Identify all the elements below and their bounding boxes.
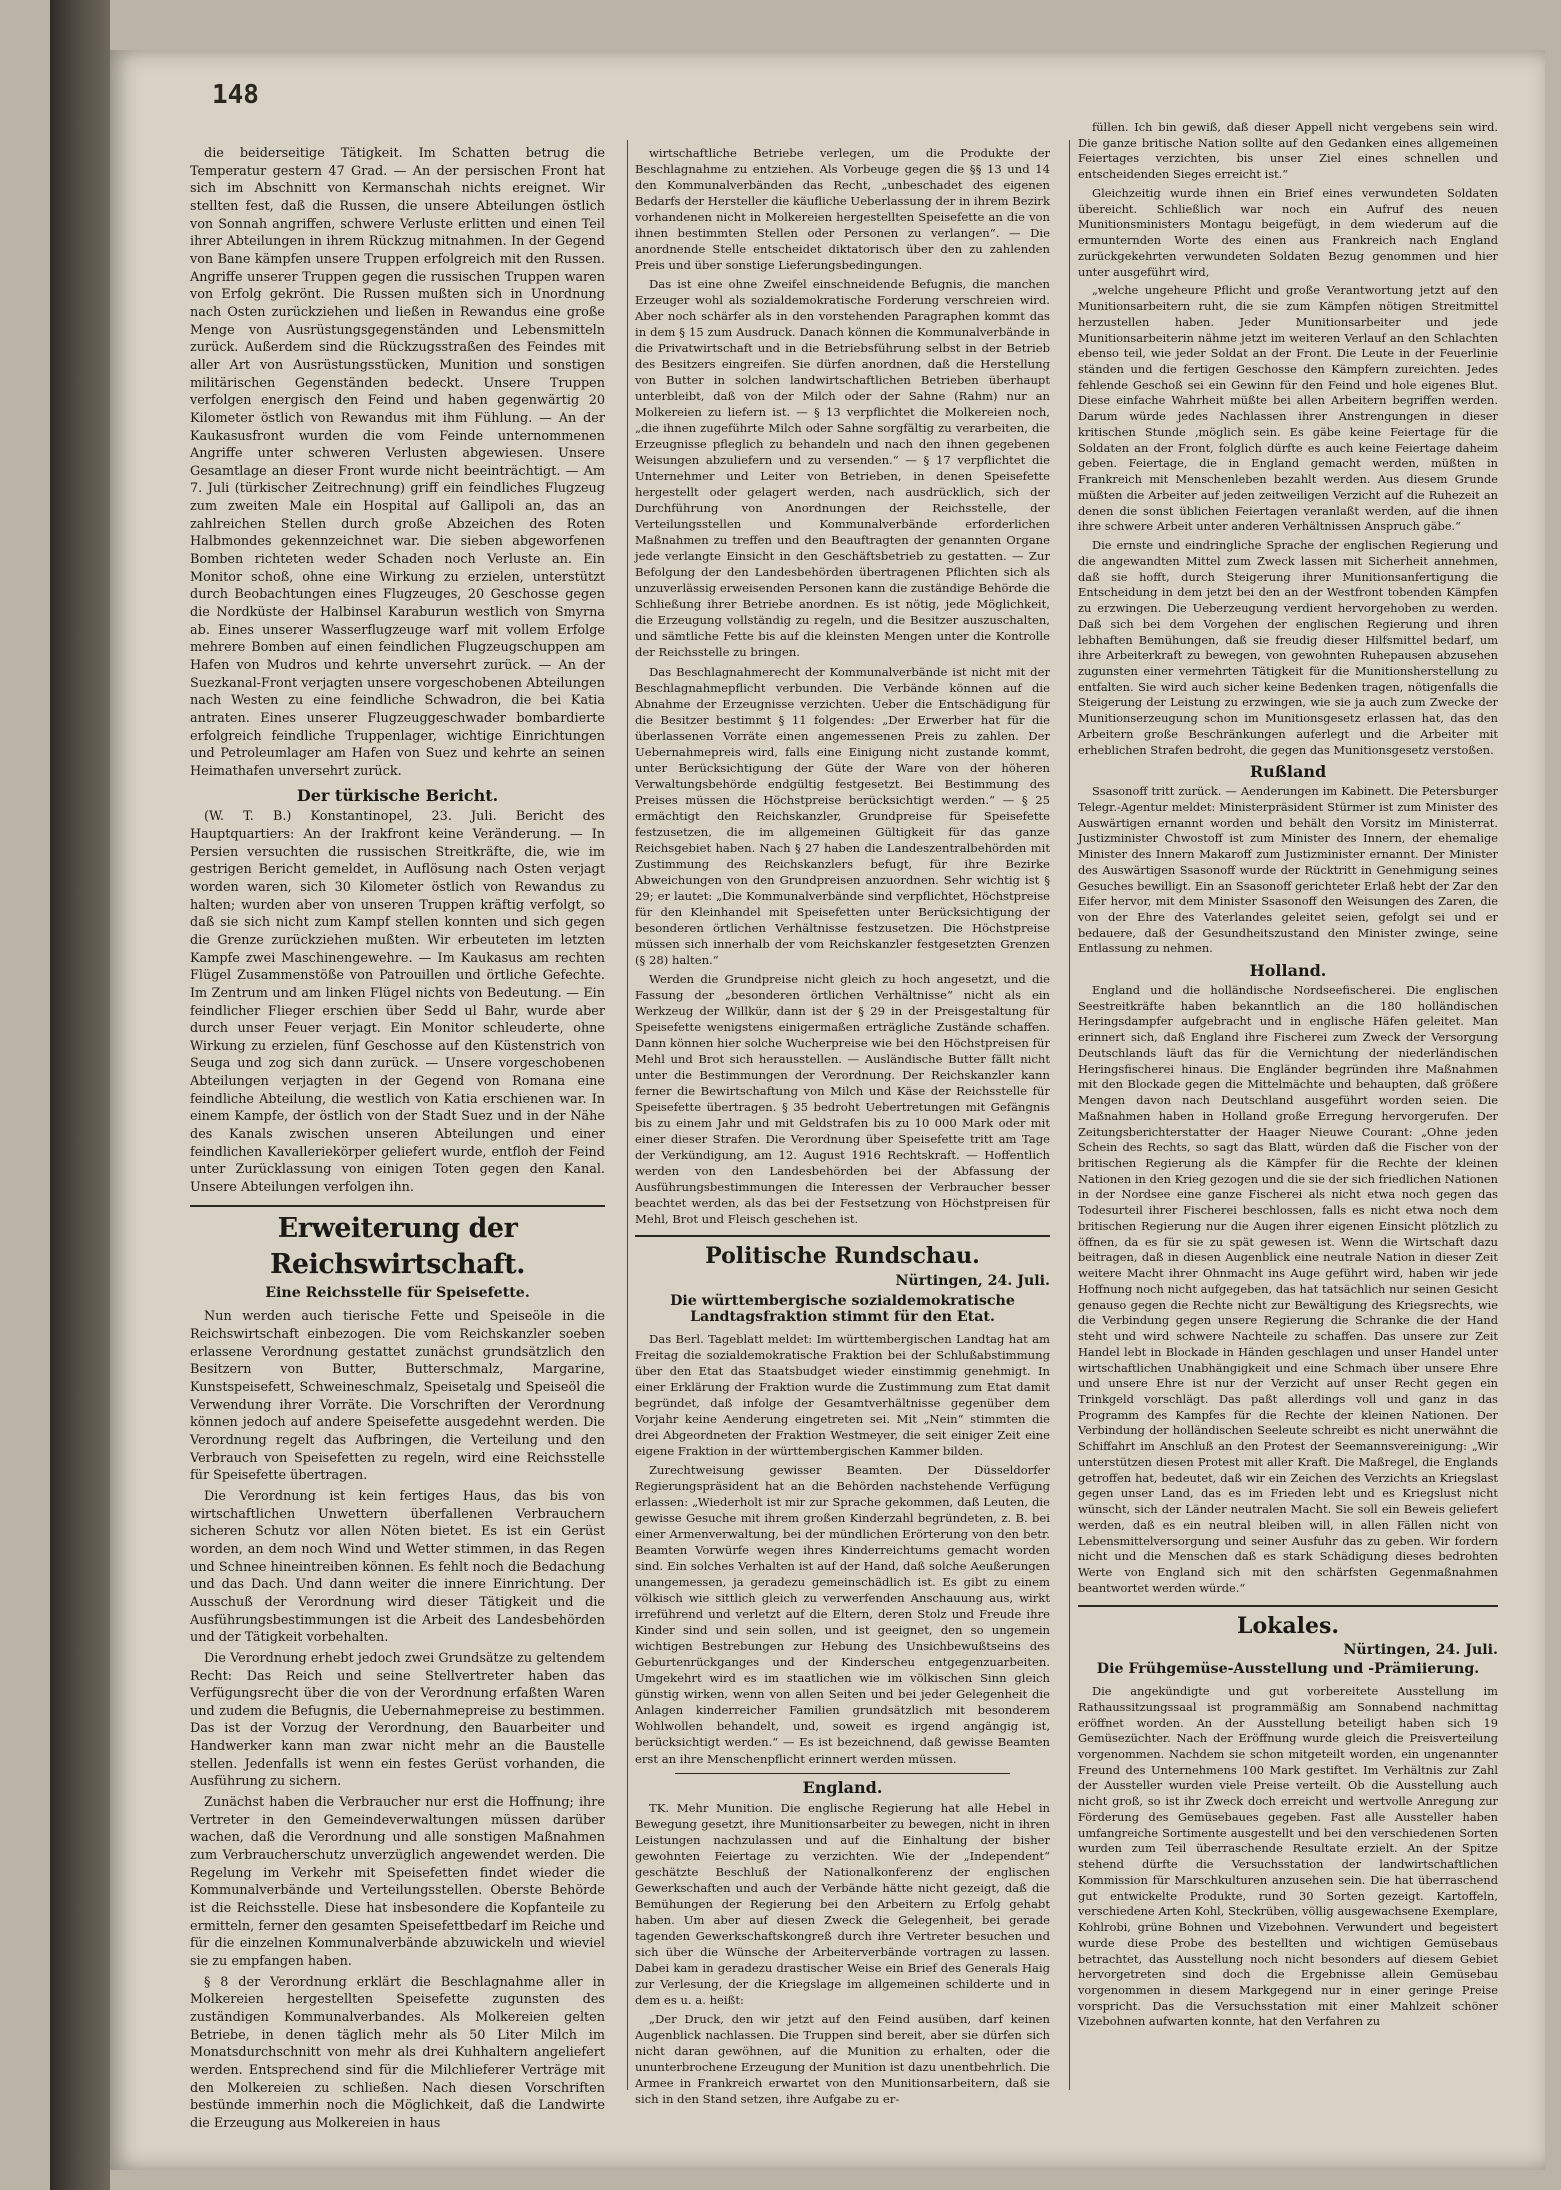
section-heading: England. bbox=[802, 1777, 883, 1797]
paragraph: Die ernste und eindringliche Sprache der englischen Regierung und die angewandten Mittel zum Zweck lassen mit Sicherheit annehmen, daß sie hofft, durch Steigerung ihrer Munitionsanfertigung die Entscheidung in dem jetzt bei den an der Westfront tobenden Kämpfen zu erzwingen. Die Ueberzeugung verdient hervorgehoben zu werden. Daß sich bei dem Vorgehen der englischen Regierung und ihren lebhaften Bemühungen, daß sie freudig dieser Hilfsmittel bedarf, um ihre Arbeiterkraft zu bewegen, von gewohnten Ruhepausen abzusehen zugunsten einer vermehrten Tätigkeit für die Munitionsherstellung zu entfalten. Sie wird auch sicher keine Bedenken tragen, nötigenfalls die Steigerung der Leistung zu erzwingen, wie sie ja auch zum Zwecke der Munitionserzeugung schon im Munitionsgesetz erlassen hat, das den Arbeitern große Beschränkungen auferlegt und die Arbeiter mit erheblichen Strafen bedroht, die gegen das Munitionsgesetz verstoßen. bbox=[1078, 538, 1498, 757]
paragraph: füllen. Ich bin gewiß, daß dieser Appell nicht vergebens sein wird. Die ganze britische Nation sollte auf den Gedanken eines allgemeinen Feiertages verzichten, bis unser Ziel eines schnellen und entscheidenden Sieges erreicht ist.“ bbox=[1078, 120, 1498, 182]
article-subtitle: Die württembergische sozialdemokratische Landtagsfraktion stimmt für den Etat. bbox=[670, 1293, 1015, 1326]
paragraph: Das ist eine ohne Zweifel einschneidende Befugnis, die manchen Erzeuger wohl als sozialdemokratische Forderung verschreien wird. Aber noch schärfer als in den vorstehenden Paragraphen kommt das in dem § 15 zum Ausdruck. Danach können die Kommunalverbände in die Privatwirtschaft und in die Betriebsführung selbst in der Betrieb des Besitzers eingreifen. Sie dürfen anordnen, daß die Herstellung von Butter in solchen landwirtschaftlichen Betrieben überhaupt unterbleibt, daß von der Milch oder der Sahne (Rahm) nur an Molkereien zu liefern ist. — § 13 verpflichtet die Molkereien noch, „die ihnen zugeführte Milch oder Sahne sorgfältig zu verarbeiten, die Erzeugnisse pfleglich zu behandeln und nach den ihnen gegebenen Weisungen abzuliefern und zu versenden.“ — § 17 verpflichtet die Unternehmer und Leiter von Betrieben, in denen Speisefette hergestellt oder gelagert werden, nach ausdrücklich, sich der Durchführung von Anordnungen der Reichsstelle, der Verteilungsstellen und Kommunalverbände erforderlichen Maßnahmen zu treffen und den Beauftragten der genannten Organe jede verlangte Einsicht in den Geschäftsbetrieb zu gestatten. — Zur Befolgung der den Landesbehörden übertragenen Pflichten sich als unzuverlässig erweisenden Personen kann die zuständige Behörde die Schließung ihrer Betriebe anordnen. Es ist nötig, jede Möglichkeit, die Erzeugung vollständig zu regeln, und die Besitzer auszuschalten, und sämtliche Fette bis auf die kleinsten Mengen unter die Kontrolle der Reichsstelle zu bringen. bbox=[635, 277, 1050, 660]
paragraph: „Der Druck, den wir jetzt auf den Feind ausüben, darf keinen Augenblick nachlassen. Die Truppen sind bereit, aber sie dürfen sich nicht daran gewöhnen, auf die Munition zu erhalten, oder die ununterbrochene Erzeugung der Munition ist dazu unentbehrlich. Die Armee in Frankreich erwartet von den Munitionsarbeitern, daß sie sich in den Stand setzen, ihre Aufgabe zu er- bbox=[635, 2011, 1050, 2106]
article-subtitle: Eine Reichsstelle für Speisefette. bbox=[265, 1284, 530, 1301]
section-heading: Holland. bbox=[1249, 961, 1327, 981]
paragraph: Gleichzeitig wurde ihnen ein Brief eines verwundeten Soldaten übereicht. Schließlich war noch ein Aufruf des neuen Munitionsministers Montagu beigefügt, in dem wiederum auf die ermunternden Worte des einen aus Frankreich nach England zurückgekehrten verwundeten Soldaten Bezug genommen und hier unter ausgeführt wird, bbox=[1078, 185, 1498, 279]
paragraph: Die angekündigte und gut vorbereitete Ausstellung im Rathaussitzungssaal ist programmäßig am Sonnabend nachmittag eröffnet worden. An der Ausstellung beteiligt haben sich 19 Gemüsezüchter. Nach der Eröffnung wurde gleich die Preisverteilung vorgenommen. Nachdem sie schon mitgeteilt worden, ein ungenannter Freund des Unternehmens 100 Mark gestiftet. Im Verhältnis zur Zahl der Aussteller wurden viele Preise verteilt. Ob die Ausstellung auch nicht groß, so ist ihr Zweck doch erreicht und wertvolle Anregung zur Förderung des Gemüsebaues gegeben. Fast alle Aussteller haben umfangreiche Sortimente ausgestellt und bei den verschiedenen Sorten wurden zum Teil überraschende Resultate erzielt. An der Spitze stehend dürfte die Versuchsstation der landwirtschaftlichen Kommission für Marschkulturen anzusehen sein. Die hat überraschend gut entwickelte Produkte, rund 30 Sorten gezeigt. Kartoffeln, verschiedene Arten Kohl, Steckrüben, völlig ausgewachsene Exemplare, Kohlrobi, grüne Bohnen und Vizebohnen. Verwundert und begeistert wurde diese Probe des bestellten und wichtigen Gemüsebaus betrachtet, das Ausstellung noch nicht besonders auf diesem Gebiet hervorgetreten sind doch die Ergebnisse allein Gemüsebau vorgenommen in diesem Markgegend nur in einer geringe Preise vorspricht. Das die Versuchsstation mit einer Mahlzeit schöner Vizebohnen aufwarten konnte, hat den Verfahren zu bbox=[1078, 1684, 1498, 2029]
paragraph: Zurechtweisung gewisser Beamten. Der Düsseldorfer Regierungspräsident hat an die Behörden nachstehende Verfügung erlassen: „Wiederholt ist mir zur Sprache gekommen, daß Leuten, die gewisse Gesuche mit ihrem großen Kinderzahl begründeten, z. B. bei einer Armenverwaltung, bei der mündlichen Erörterung von den betr. Beamten Vorwürfe wegen ihres Kinderreichtums gemacht worden sind. Ein solches Verhalten ist auf der Hand, daß solche Aeußerungen unangemessen, ja geradezu gemeinschädlich ist. Es gibt zu einem völkisch wie sittlich gleich zu verwerfenden Anschauung aus, wirkt irreführend und verletzt auf die Eltern, deren Stolz und Freude ihre Kinder sind und sein sollen, und ist geeignet, den so ungemein wichtigen Bestrebungen zur Hebung des Unsichbewußtseins des Geburtenrückganges und der Kinderscheu entgegenzuarbeiten. Umgekehrt wird es im staatlichen wie im völkischen Sinn gleich günstig wirken, wenn von allen Seiten und bei jeder Gelegenheit die Anlagen kinderreicher Familien grundsätzlich mit besonderem Wohlwollen behandelt, und, soweit es irgend angängig ist, berücksichtigt werden.“ — Es ist bezeichnend, daß gewisse Beamten erst an ihre Menschenpflicht erinnert werden müssen. bbox=[635, 1463, 1050, 1766]
divider bbox=[675, 1773, 1010, 1774]
column-rule bbox=[1069, 140, 1070, 2090]
paragraph: Werden die Grundpreise nicht gleich zu hoch angesetzt, und die Fassung der „besonderen örtlichen Verhältnisse“ nicht als ein Werkzeug der Willkür, dann ist der § 29 in der Preisgestaltung für Speisefette wenigstens einigermaßen erträgliche Zustände schaffen. Dann können hier solche Wucherpreise wie bei den Höchstpreisen für Mehl und Brot sich herausstellen. — Ausländische Butter fällt nicht unter die Bestimmungen der Verordnung. Der Reichskanzler kann ferner die Bewirtschaftung von Milch und Käse der Reichsstelle für Speisefette übertragen. § 35 bedroht Uebertretungen mit Gefängnis bis zu einem Jahr und mit Geldstrafen bis zu 10 000 Mark oder mit einer dieser Strafen. Die Verordnung über Speisefette tritt am Tage der Verkündigung, am 12. August 1916 Rechtskraft. — Hoffentlich werden von den Landesbehörden bei der Abfassung der Ausführungsbestimmungen die Interessen der Verbraucher besser beachtet werden, als das bei der Festsetzung von Höchstpreisen für Mehl, Brot und Fleisch geschehen ist. bbox=[635, 971, 1050, 1227]
column-rule bbox=[627, 140, 628, 2090]
paragraph: Das Beschlagnahmerecht der Kommunalverbände ist nicht mit der Beschlagnahmepflicht verbunden. Die Verbände können auf die Abnahme der Erzeugnisse verzichten. Ueber die Entschädigung für die Besitzer bestimmt § 11 folgendes: „Der Erwerber hat für die überlassenen Vorräte einen angemessenen Preis zu zahlen. Der Uebernahmepreis wird, falls eine Einigung nicht zustande kommt, unter Berücksichtigung der Güte der Ware von der höheren Verwaltungsbehörde endgültig festgesetzt. Bei Bestimmung des Preises müssen die Höchstpreise berücksichtigt werden.“ — § 25 ermächtigt den Reichskanzler, Grundpreise für Speisefette festzusetzen, die im allgemeinen Gültigkeit für das ganze Reichsgebiet haben. Nach § 27 haben die Landeszentralbehörden mit Zustimmung des Reichskanzlers befugt, für ihre Bezirke Abweichungen von den Grundpreisen anzuordnen. Sehr wichtig ist § 29; er lautet: „Die Kommunalverbände sind verpflichtet, Höchstpreise für den Kleinhandel mit Speisefetten unter Berücksichtigung der besonderen örtlichen Verhältnisse festzusetzen. Die Höchstpreise müssen sich innerhalb der vom Reichskanzler festgesetzten Grenzen (§ 28) halten.“ bbox=[635, 664, 1050, 967]
column-3 bbox=[1078, 120, 1498, 2080]
section-heading: Der türkische Bericht. bbox=[296, 785, 499, 805]
paragraph: Nun werden auch tierische Fette und Speiseöle in die Reichswirtschaft einbezogen. Die vom Reichskanzler soeben erlassene Verordnung gestattet zunächst grundsätzlich den Besitzern von Butter, Butterschmalz, Margarine, Kunstspeisefett, Schweineschmalz, Speisetalg und Speiseöl die Verwendung ihrer Vorräte. Die Vorschriften der Verordnung können jedoch auf andere Speisefette ausgedehnt werden. Die Verordnung regelt das Aufbringen, die Verteilung und den Verbrauch von Speisefetten zu regeln, wird eine Reichsstelle für Speisefette übertragen. bbox=[190, 1309, 605, 1484]
section-title-politische-rundschau: Politische Rundschau. bbox=[635, 1235, 1050, 1271]
page-number: 148 bbox=[212, 80, 259, 110]
column-2 bbox=[635, 145, 1050, 2135]
book-binding bbox=[50, 0, 110, 2190]
paragraph: die beiderseitige Tätigkeit. Im Schatten betrug die Temperatur gestern 47 Grad. — An der persischen Front hat sich im Abschnitt von Kermanschah nichts ereignet. Wir stellten fest, daß die Russen, die unsere Abteilungen östlich von Sonnah angriffen, schwere Verluste erlitten und einen Teil ihrer Abteilungen in ihrem Rückzug mitnahmen. In der Gegend von Bane kämpfen unsere Truppen erfolgreich mit den Russen. Angriffe unserer Truppen gegen die russischen Truppen waren von Erfolg gekrönt. Die Russen mußten sich in Unordnung nach Osten zurückziehen und ließen in Rewandus eine große Menge von Ausrüstungsgegenständen und Lebensmitteln zurück. Außerdem sind die Rückzugsstraßen des Feindes mit aller Art von Ausrüstungsstücken, Munition und sonstigen militärischen Gegenständen bedeckt. Unsere Truppen verfolgen energisch den Feind und haben gegenwärtig 20 Kilometer östlich von Rewandus mit ihm Fühlung. — An der Kaukasusfront wurden die vom Feinde unternommenen Angriffe unter schweren Verlusten abgewiesen. Unsere Gesamtlage an dieser Front wurde nicht beeinträchtigt. — Am 7. Juli (türkischer Zeitrechnung) griff ein feindliches Flugzeug zum zweiten Male ein Hospital auf Gallipoli an, das an zahlreichen Stellen durch große Abzeichen des Roten Halbmondes gekennzeichnet war. Die sieben abgeworfenen Bomben richteten weder Schaden noch Verluste an. Ein Monitor schoß, ohne eine Wirkung zu erzielen, unterstützt durch Beobachtungen eines Flugzeuges, 20 Geschosse gegen die Nordküste der Halbinsel Karaburun westlich von Smyrna ab. Eines unserer Wasserflugzeuge warf mit vollem Erfolge mehrere Bomben auf einen feindlichen Flugzeugschuppen am Hafen von Mudros und kehrte unversehrt zurück. — An der Suezkanal-Front verjagten unsere vorgeschobenen Abteilungen nach Westen zu eine feindliche Schwadron, die bei Katia antraten. Eines unserer Flugzeuggeschwader bombardierte erfolgreich feindliche Truppenlager, wichtige Einrichtungen und Petroleumlager am Hafen von Suez und kehrte an seinen Heimathafen unversehrt zurück. bbox=[190, 146, 605, 779]
article-title: Erweiterung der Reichswirtschaft. bbox=[190, 1205, 605, 1283]
paragraph: Die Verordnung ist kein fertiges Haus, das bis von wirtschaftlichen Unwettern überfallenen Verbrauchern sicheren Schutz vor allen Nöten bietet. Es ist ein Gerüst worden, an dem noch Wind und Wetter stimmen, in das Regen und Schnee hineintreiben können. Es fehlt noch die Bedachung und das Dach. Und dann weiter die innere Einrichtung. Der Ausschuß der Verordnung wird dieser Tätigkeit und die Ausführungsbestimmungen ist die Arbeit des Landesbehörden und der Tätigkeit vorbehalten. bbox=[190, 1488, 605, 1646]
paragraph: England und die holländische Nordseefischerei. Die englischen Seestreitkräfte haben bekanntlich an die 180 holländischen Heringsdampfer aufgebracht und in englische Häfen geleitet. Man erinnert sich, daß England ihre Fischerei zum Zweck der Versorgung Deutschlands läuft das für die Vernichtung der niederländischen Heringsfischerei hinaus. Die Engländer begründen ihre Maßnahmen mit den Blockade gegen die Mittelmächte und behaupten, daß größere Mengen davon nach Deutschland ausgeführt worden seien. Die Maßnahmen haben in Holland große Erregung hervorgerufen. Der Zeitungsberichterstatter der Haager Nieuwe Courant: „Ohne jeden Schein des Rechts, so sagt das Blatt, würden daß die Fischer von der britischen Regierung als die Kämpfer für die Rechte der kleinen Nationen in den Krieg gezogen und die sie der sich friedlichen Nationen in der Nordsee eine ganze Fischerei als nicht etwa noch gegen das Todesurteil ihrer Fischerei beschlossen, falls es nicht etwa noch dem britischen Regierung nur die Augen ihrer eigenen Einsicht plötzlich zu öffnen, da es für sie zu spät gewesen ist. Wenn die Wirtschaft dazu beitragen, daß in diesen Augenblick eine neutrale Nation in dieser Zeit weitere Macht ihrer Ohnmacht ins Auge geführt wird, haben wir jede Hoffnung noch nicht aufgegeben, das hat tatsächlich nur seinen Gesicht genauso gegen die Rechte nicht zur Bewältigung des Kriegsrechts, wie die Verbindung gegen unsere Regierung die Schranke die der Hand steht und wird schwere Nachteile zu schaffen. Das unsere zur Zeit Handel lebt in Blockade in Händen geschlagen und unser Handel unter wirtschaftlichen Unabhängigkeit und eine Schmach über unsere Ehre und unsere Ehre ist nur der Verzicht auf unser Recht gegen ein Trinkgeld vorschlägt. Das paßt allerdings voll und ganz in das Programm des Kampfes für die Rechte der kleinen Nationen. Der Verbindung der holländischen Seeleute schreibt es nicht unerwähnt die Schiffahrt im Anschluß an den Protest der Seemannsvereinigung: „Wir unterstützen diesen Protest mit aller Kraft. Die Maßregel, die Englands getroffen hat, bedeutet, daß wir ein Zeichen des Verzichts an Kriegslast gegen unser Land, das es im Frieden lebt und es Kriegslust nicht wünscht, sich der Länder neutralen Macht. Sie soll ein Beweis geliefert werden, daß es ein neutral bleiben will, in allen Fällen nicht von Lebensmittelversorgung und seiner Ausfuhr das zu geben. Wir fordern nicht und die Menschen daß es stark Schädigung dieses bedrohten Werte von England sich mit den schärfsten Gegenmaßnahmen beantwortet werden würde.“ bbox=[1078, 982, 1498, 1595]
column-1 bbox=[190, 145, 605, 2135]
paragraph: Ssasonoff tritt zurück. — Aenderungen im Kabinett. Die Petersburger Telegr.-Agentur meldet: Ministerpräsident Stürmer ist zum Minister des Auswärtigen ernannt worden und behält den Vorsitz im Ministerrat. Justizminister Chwostoff ist zum Minister des Innern, der ehemalige Minister des Innern Makaroff zum Justizminister ernannt. Der Minister des Auswärtigen Ssasonoff wurde der Rücktritt in Genehmigung seines Gesuches bewilligt. Ein an Ssasonoff gerichteter Erlaß hebt der Zar den Eifer hervor, mit dem Minister Ssasonoff den Weisungen des Zaren, die von der Ehre des Vaterlandes geleitet seien, gefolgt sei und er bedauere, daß der Gesundheitszustand den Minister zwinge, seine Entlassung zu nehmen. bbox=[1078, 784, 1498, 956]
paragraph: (W. T. B.) Konstantinopel, 23. Juli. Bericht des Hauptquartiers: An der Irakfront keine Veränderung. — In Persien versuchten die russischen Streitkräfte, die, wie im gestrigen Bericht gemeldet, in Auflösung nach Osten verjagt worden waren, sich 30 Kilometer östlich von Rewandus zu halten; wurden aber von unseren Truppen kräftig verfolgt, so daß sie sich nicht zum Kampf stellen konnten und sich gegen die Grenze zurückziehen mußten. Wir erbeuteten im letzten Kampfe zwei Maschinengewehre. — Im Kaukasus am rechten Flügel Zusammenstöße von Patrouillen und örtliche Gefechte. Im Zentrum und am linken Flügel nichts von Bedeutung. — Ein feindlicher Flieger erschien über Sedd ul Bahr, wurde aber durch unser Feuer verjagt. Ein Monitor schleuderte, ohne Wirkung zu erzielen, fünf Geschosse auf den Küstenstrich von Seuga und zog sich dann zurück. — Unsere vorgeschobenen Abteilungen verjagten in der Gegend von Romana eine feindliche Abteilung, die westlich von Katia erschienen war. In einem Kampfe, der östlich von der Stadt Suez und in der Nähe des Kanals zwischen unseren Abteilungen und einer feindlichen Kavalleriekörper geliefert wurde, entfloh der Feind unter Zurücklassung von einigen Toten gegen den Kanal. Unsere Abteilungen verfolgen ihn. bbox=[190, 809, 605, 1196]
paragraph: „welche ungeheure Pflicht und große Verantwortung jetzt auf den Munitionsarbeitern ruht, die sie zum Kämpfen nötigen Streitmittel herzustellen haben. Jeder Munitionsarbeiter und jede Munitionsarbeiterin nähme jetzt im weiteren Verlauf an den Schlachten ebenso teil, wie jeder Soldat an der Front. Die Leute in der Feuerlinie ständen und die fertigen Geschosse den Kämpfern zureichten. Jedes fehlende Geschoß sei ein Gewinn für den Feind und hole eigenes Blut. Diese einfache Wahrheit müßte bei allen Arbeitern begriffen werden. Darum würde jedes Nachlassen ihrer Anstrengungen in dieser kritischen Stunde ‚möglich sein. Es gäbe keine Feiertage für die Soldaten an der Front, folglich dürfte es auch keine Feiertage daheim geben. Feiertage, die in England gemacht werden, müßten in Frankreich mit Menschenleben bezahlt werden. Aus diesem Grunde müßten die Arbeiter auf jeden zeitweiligen Verzicht auf die Ruhezeit an denen die sonst üblichen Feiertagen veranlaßt werden, auf die ihnen ihre schwere Arbeit unter anderen Verhältnissen Anspruch gäbe.“ bbox=[1078, 283, 1498, 534]
dateline: Nürtingen, 24. Juli. bbox=[1343, 1641, 1498, 1658]
paragraph: TK. Mehr Munition. Die englische Regierung hat alle Hebel in Bewegung gesetzt, ihre Munitionsarbeiter zu bewegen, nicht in ihren Leistungen nachzulassen und auf die Einhaltung der bisher gewohnten Feiertage zu verzichten. Wie der „Independent“ geschätzte Beschluß der Nationalkonferenz der englischen Gewerkschaften und auch der Verbände hätte nicht gezeigt, daß die Bemühungen der Regierung bei den Arbeitern zu Erfolg gehabt haben. Um aber auf diesen Zweck die Gelegenheit, bei gerade tagenden Gewerkschaftskongreß durch ihre Vertreter besuchen und sich über die Wünsche der Arbeiterverbände vortragen zu lassen. Dabei kam in geradezu drastischer Weise ein Brief des Generals Haig zur Verlesung, der die Kriegslage im allgemeinen schilderte und in dem es u. a. heißt: bbox=[635, 1800, 1050, 2007]
paragraph: Zunächst haben die Verbraucher nur erst die Hoffnung; ihre Vertreter in den Gemeindeverwaltungen müssen darüber wachen, daß die Verordnung und alle sonstigen Maßnahmen zum Verbraucherschutz unverzüglich angewendet werden. Die Regelung im Verkehr mit Speisefetten findet wieder die Kommunalverbände und Verteilungsstellen. Oberste Behörde ist die Reichsstelle. Diese hat insbesondere die Kopfanteile zu ermitteln, ferner den gesamten Speisefettbedarf im Reiche und für die einzelnen Kommunalverbände abzuwickeln und wieviel sie zu empfangen haben. bbox=[190, 1795, 605, 1969]
dateline: Nürtingen, 24. Juli. bbox=[895, 1273, 1050, 1290]
paragraph: Die Verordnung erhebt jedoch zwei Grundsätze zu geltendem Recht: Das Reich und seine Stellvertreter haben das Verfügungsrecht über die von der Verordnung erfaßten Waren und zudem die Befugnis, die Uebernahmepreise zu bestimmen. Das ist der Vorzug der Verordnung, den Bauarbeiter und Handwerker kann man zwar nicht mehr an die Baustelle stellen. Jedenfalls ist wenn ein festes Gerüst vorhanden, die Ausführung zu sichern. bbox=[190, 1650, 605, 1790]
paragraph: § 8 der Verordnung erklärt die Beschlagnahme aller in Molkereien hergestellten Speisefette zugunsten des zuständigen Kommunalverbandes. Als Molkereien gelten Betriebe, in denen täglich mehr als 50 Liter Milch im Monatsdurchschnitt von mehr als drei Kuhhaltern angeliefert werden. Entsprechend sind für die Milchlieferer Verträge mit den Molkereien zu schließen. Nach diesen Vorschriften bestünde immerhin noch die Möglichkeit, daß die Landwirte die Erzeugung aus Molkereien in haus bbox=[190, 1974, 605, 2131]
paragraph: wirtschaftliche Betriebe verlegen, um die Produkte der Beschlagnahme zu entziehen. Als Vorbeuge gegen die §§ 13 und 14 den Kommunalverbänden das Recht, „unbeschadet des eigenen Bedarfs der Hersteller die käufliche Ueberlassung der in ihrem Bezirk vorhandenen nicht in Molkereien hergestellten Speisefette an die von ihnen bestimmten Stellen oder Personen zu verlangen“. — Die anordnende Stelle entscheidet diktatorisch über den zu zahlenden Preis und über sonstige Lieferungsbedingungen. bbox=[635, 146, 1050, 273]
section-heading: Rußland bbox=[1249, 762, 1327, 782]
section-title-lokales: Lokales. bbox=[1078, 1605, 1498, 1641]
article-subtitle: Die Frühgemüse-Ausstellung und -Prämiierung. bbox=[1096, 1661, 1480, 1678]
paragraph: Das Berl. Tageblatt meldet: Im württembergischen Landtag hat am Freitag die sozialdemokratische Fraktion bei der Schlußabstimmung über den Etat das Staatsbudget wieder einstimmig genehmigt. In einer Erklärung der Fraktion wurde die Zustimmung zum Etat damit begründet, daß infolge der Gesamtverhältnisse gegenüber dem Vorjahr keine Aenderung eingetreten sei. Mit „Nein“ stimmten die drei Abgeordneten der Fraktion Westmeyer, die seit einiger Zeit eine eigene Fraktion in der württembergischen Kammer bilden. bbox=[635, 1332, 1050, 1459]
